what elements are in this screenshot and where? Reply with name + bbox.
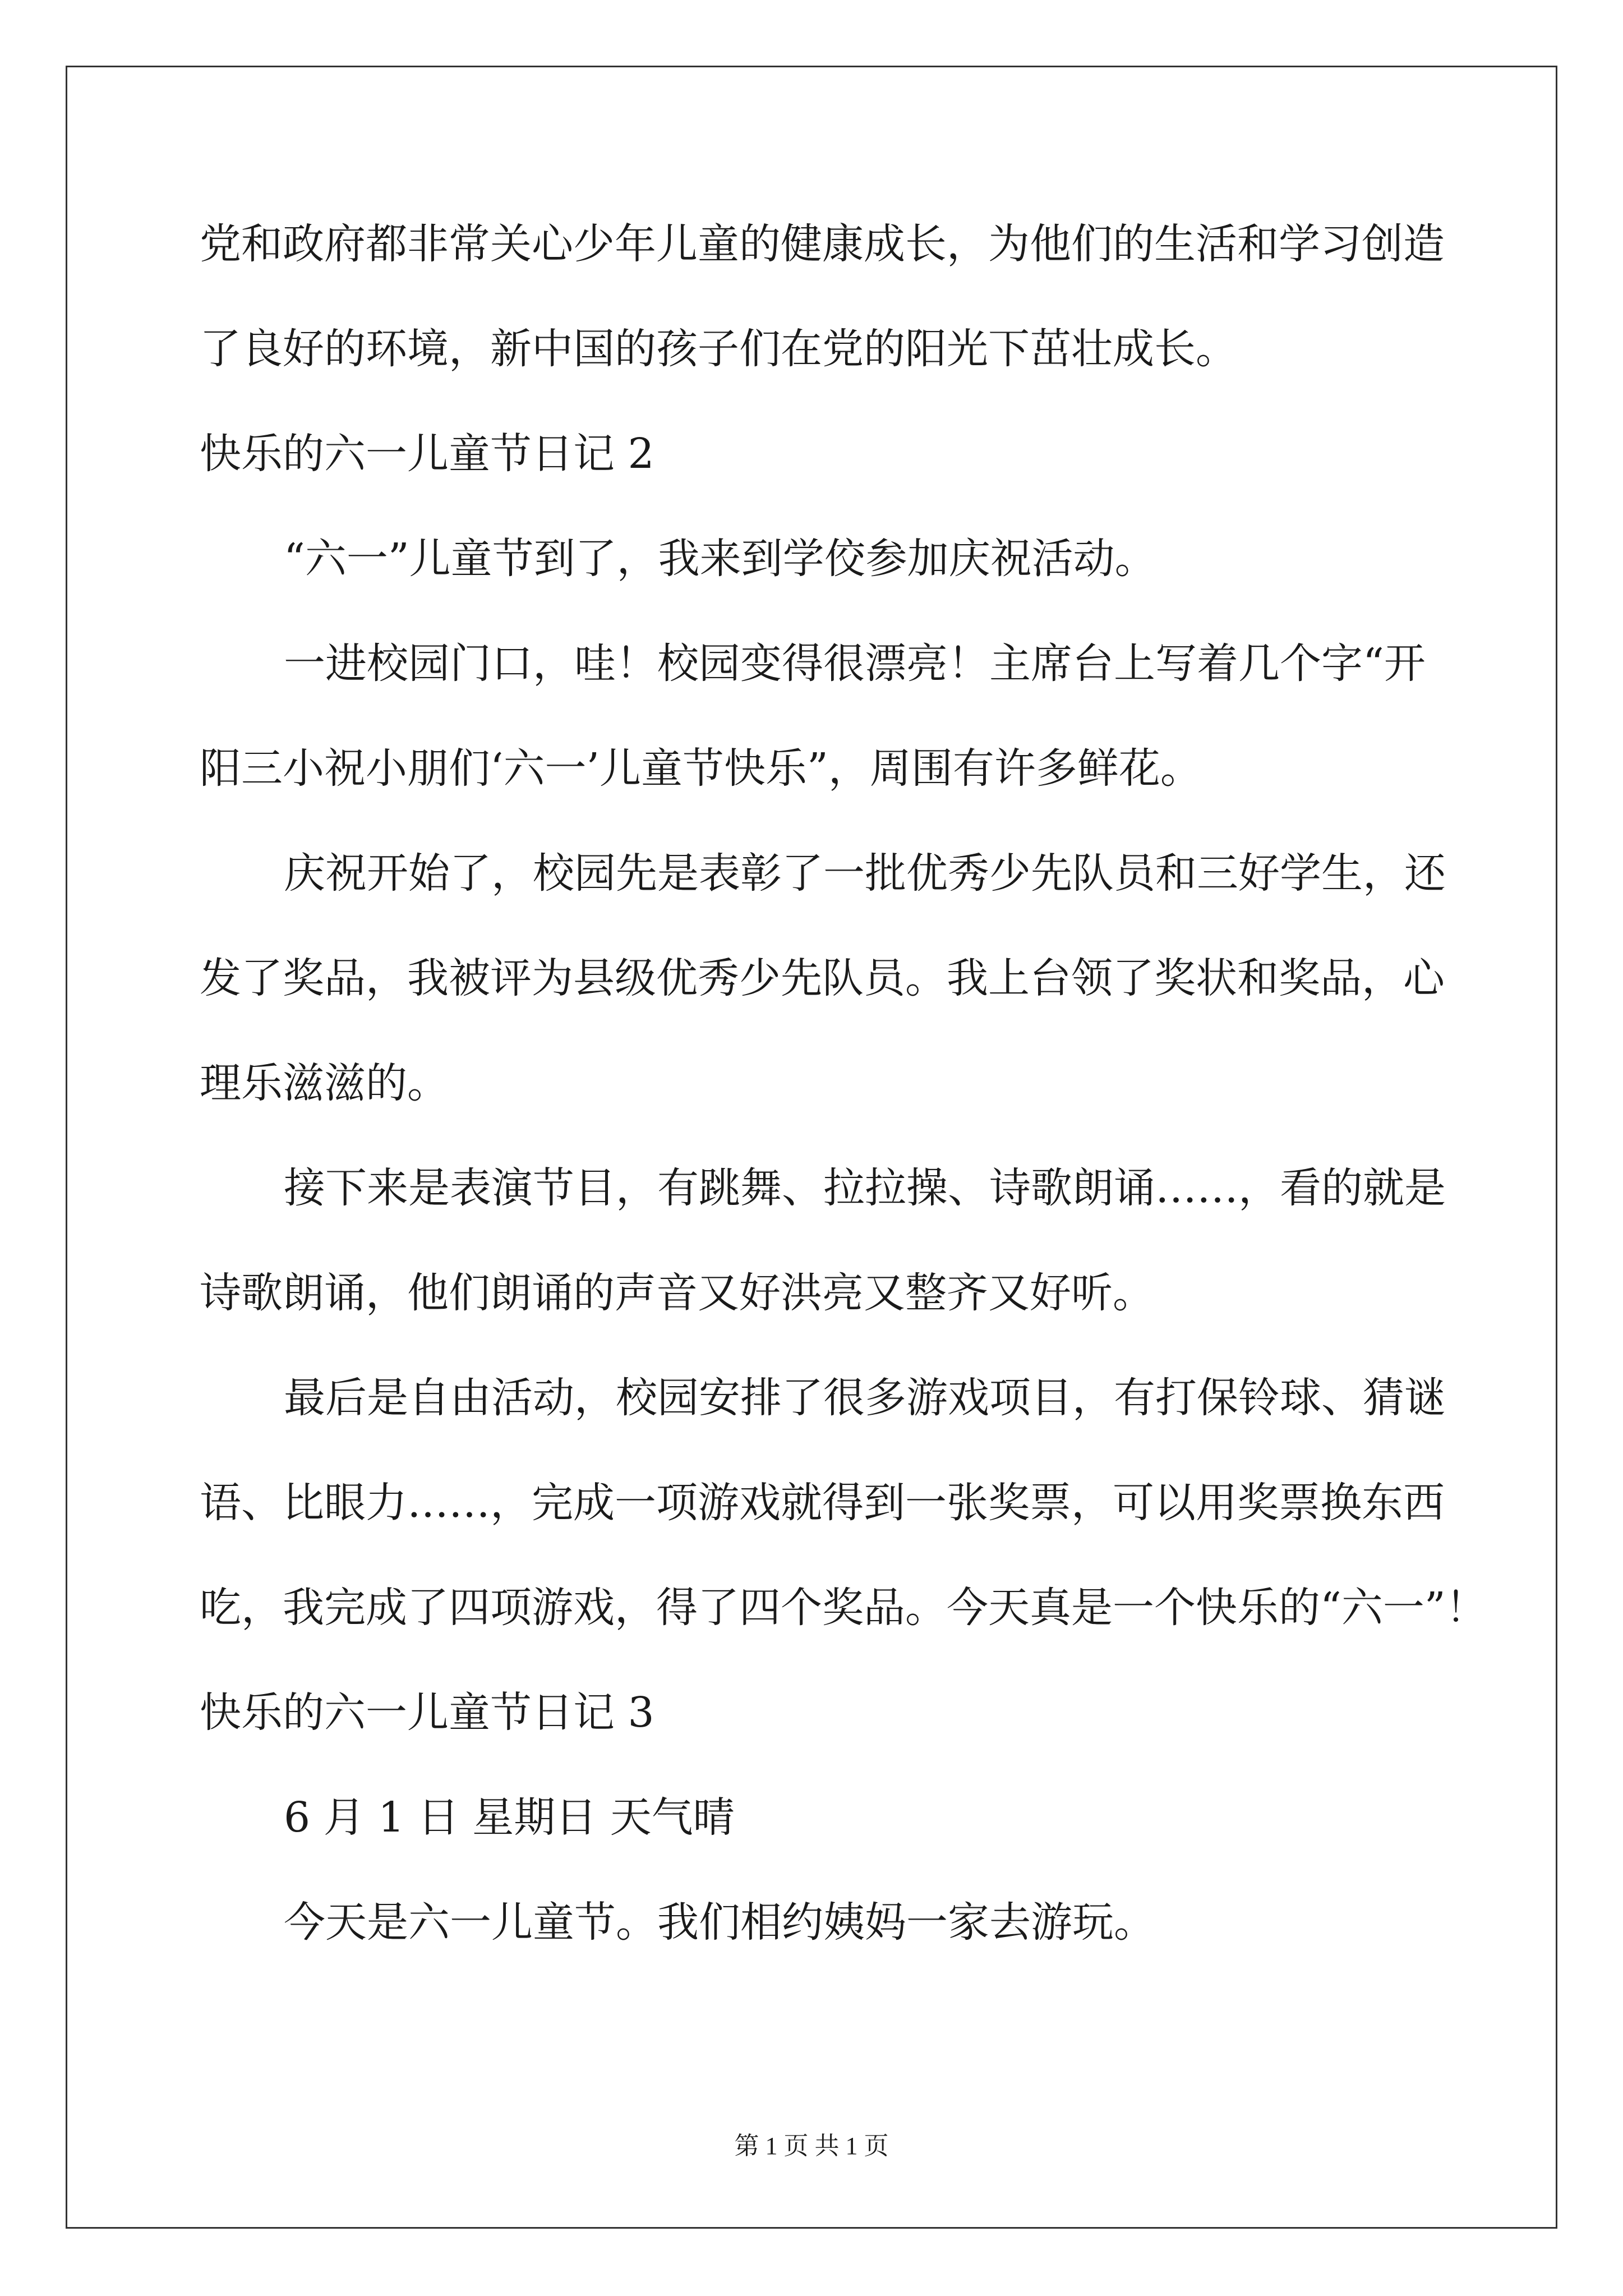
section-heading: 快乐的六一儿童节日记 2 (200, 430, 654, 478)
paragraph-line: “六一”儿童节到了，我来到学佼参加庆祝活动。 (284, 535, 1156, 583)
paragraph-line: 了良好的环境，新中国的孩子们在党的阳光下茁壮成长。 (200, 325, 1237, 373)
paragraph-line: 语、比眼力……，完成一项游戏就得到一张奖票，可以用奖票换东西 (200, 1479, 1445, 1527)
page-footer: 第 1 页 共 1 页 (734, 2132, 889, 2160)
paragraph-line: 党和政府都非常关心少年儿童的健康成长，为他们的生活和学习创造 (200, 220, 1445, 268)
paragraph-line: 吃，我完成了四项游戏，得了四个奖品。今天真是一个快乐的“六一”！ (200, 1584, 1487, 1632)
diary-date-line: 6 月 1 日 星期日 天气晴 (284, 1793, 735, 1842)
section-heading: 快乐的六一儿童节日记 3 (200, 1688, 654, 1737)
paragraph-line: 阳三小祝小朋们‘六一’儿童节快乐”，周围有许多鲜花。 (200, 744, 1202, 793)
paragraph-line: 理乐滋滋的。 (200, 1059, 449, 1107)
paragraph-line: 接下来是表演节目，有跳舞、拉拉操、诗歌朗诵……，看的就是 (284, 1164, 1446, 1212)
paragraph-line: 最后是自由活动，校园安排了很多游戏项目，有打保铃球、猜谜 (284, 1374, 1446, 1422)
paragraph-line: 诗歌朗诵，他们朗诵的声音又好洪亮又整齐又好听。 (200, 1269, 1154, 1317)
paragraph-line: 发了奖品，我被评为县级优秀少先队员。我上台领了奖状和奖品，心 (200, 954, 1445, 1002)
paragraph-line: 庆祝开始了，校园先是表彰了一批优秀少先队员和三好学生，还 (284, 849, 1446, 898)
paragraph-line: 一进校园门口，哇！校园变得很漂亮！主席台上写着几个字“开 (284, 639, 1426, 688)
paragraph-line: 今天是六一儿童节。我们相约姨妈一家去游玩。 (284, 1898, 1155, 1947)
